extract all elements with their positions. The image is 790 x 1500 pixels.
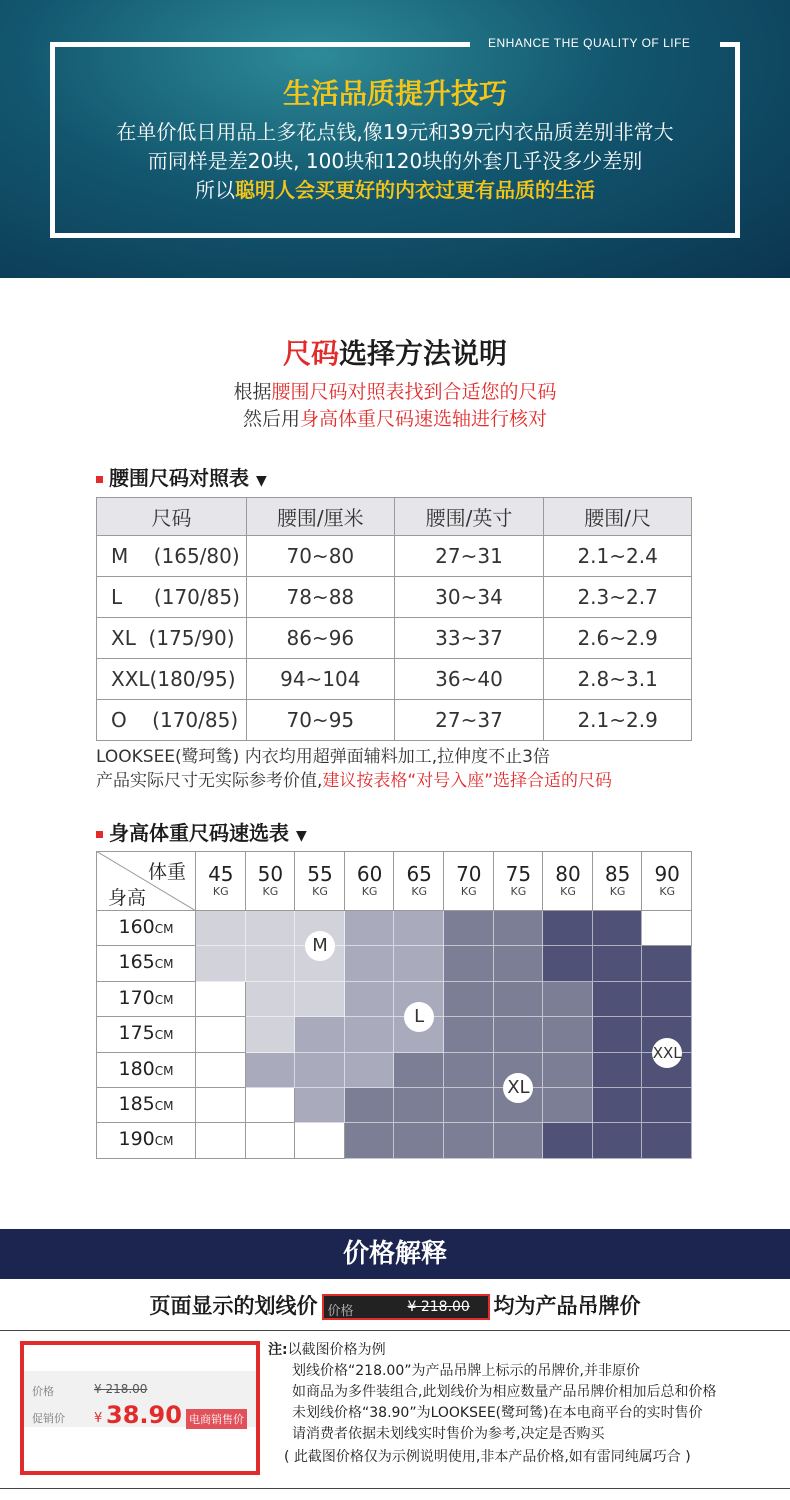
weight-label xyxy=(494,863,544,898)
size-cell-m xyxy=(246,982,296,1017)
weight-value: 55 xyxy=(307,862,333,886)
table-cell: 2.3~2.7 xyxy=(544,577,692,618)
table-row xyxy=(97,577,692,618)
weight-header-cell xyxy=(642,851,692,911)
size-cell-empty xyxy=(295,1123,345,1158)
height-header-cell xyxy=(96,1017,196,1052)
size-cell-xl xyxy=(543,1088,593,1123)
size-badge-xl: XL xyxy=(503,1073,533,1103)
height-value: 185 xyxy=(118,1093,155,1115)
banner-tagline: ENHANCE THE QUALITY OF LIFE xyxy=(488,36,691,50)
height-header-cell xyxy=(96,982,196,1017)
weight-unit: KG xyxy=(411,885,428,898)
table-cell: 70~80 xyxy=(246,536,394,577)
table-cell: XXL(180/95) xyxy=(97,659,247,700)
banner-line-3-highlight: 聪明人会买更好的内衣过更有品质的生活 xyxy=(235,178,595,202)
size-cell-xl xyxy=(494,946,544,981)
banner-frame-line xyxy=(720,42,740,47)
table-cell: 2.6~2.9 xyxy=(544,618,692,659)
size-method-sub-1-red: 腰围尺码对照表找到合适您的尺码 xyxy=(271,381,557,403)
size-cell-empty xyxy=(246,1123,296,1158)
weight-value: 85 xyxy=(604,862,631,886)
size-cell-l xyxy=(345,982,395,1017)
table-cell: 78~88 xyxy=(246,577,394,618)
weight-header-cell xyxy=(196,851,246,911)
price-screenshot-example xyxy=(20,1341,260,1475)
weight-label xyxy=(394,863,444,898)
size-cell-m xyxy=(246,911,296,946)
size-cell-xxl xyxy=(543,911,593,946)
size-cell-l xyxy=(246,1053,296,1088)
banner-frame-line xyxy=(50,42,470,47)
size-cell-xxl xyxy=(593,911,643,946)
expl-line-3: 未划线价格“38.90”为LOOKSEE(鹭珂鸶)在本电商平台的实时售价 xyxy=(292,1405,703,1421)
size-badge-m: M xyxy=(305,931,335,961)
expl-line-5: ( 此截图价格仅为示例说明使用,非本产品价格,如有雷同纯属巧合 ) xyxy=(284,1449,691,1465)
shot-price-label: 价格 xyxy=(32,1385,54,1398)
weight-label xyxy=(543,863,593,898)
weight-value: 80 xyxy=(555,862,581,886)
size-cell-xl xyxy=(444,1053,494,1088)
height-label xyxy=(96,1058,196,1080)
size-cell-empty xyxy=(196,1053,246,1088)
height-weight-chart xyxy=(96,851,692,1159)
height-label xyxy=(96,1128,196,1150)
size-cell-xxl xyxy=(593,1017,643,1052)
weight-value: 50 xyxy=(257,862,284,886)
size-cell-empty xyxy=(246,1088,296,1123)
table-header-cell: 尺码 xyxy=(97,498,247,536)
size-method-title xyxy=(0,332,790,372)
height-label xyxy=(96,987,196,1009)
size-cell-xl xyxy=(394,1088,444,1123)
size-cell-empty xyxy=(196,1017,246,1052)
table-cell: XL (175/90) xyxy=(97,618,247,659)
size-cell-xl xyxy=(345,1123,395,1158)
table-cell: 86~96 xyxy=(246,618,394,659)
waist-note-2-prefix: 产品实际尺寸无实际参考价值, xyxy=(96,771,323,791)
size-cell-xl xyxy=(543,1017,593,1052)
size-cell-l xyxy=(345,946,395,981)
weight-unit: KG xyxy=(510,885,527,898)
weight-unit: KG xyxy=(460,885,477,898)
size-cell-xxl xyxy=(543,946,593,981)
weight-label xyxy=(295,863,345,898)
divider xyxy=(0,1488,790,1489)
banner-line-2: 而同样是差20块, 100块和120块的外套几乎没多少差别 xyxy=(147,149,643,173)
table-header-cell: 腰围/厘米 xyxy=(246,498,394,536)
size-cell-l xyxy=(394,911,444,946)
weight-label xyxy=(196,863,246,898)
banner-line-3 xyxy=(0,174,790,203)
waist-table-heading xyxy=(96,462,267,491)
height-value: 160 xyxy=(118,916,155,938)
size-cell-xl xyxy=(494,1017,544,1052)
price-section-title: 价格解释 xyxy=(0,1229,790,1279)
size-cell-xl xyxy=(543,1053,593,1088)
height-header-cell xyxy=(96,946,196,981)
size-cell-empty xyxy=(196,1088,246,1123)
weight-label xyxy=(246,863,296,898)
weight-header-cell xyxy=(394,851,444,911)
triangle-down-icon: ▼ xyxy=(255,473,267,489)
table-cell: 94~104 xyxy=(246,659,394,700)
weight-unit: KG xyxy=(212,885,229,898)
size-cell-xl xyxy=(494,911,544,946)
size-cell-xl xyxy=(345,1088,395,1123)
weight-header-cell xyxy=(494,851,544,911)
table-cell: 36~40 xyxy=(394,659,544,700)
expl-line-2: 如商品为多件装组合,此划线价为相应数量产品吊牌价相加后总和价格 xyxy=(292,1384,717,1400)
weight-value: 60 xyxy=(356,862,383,886)
weight-header-cell xyxy=(444,851,494,911)
table-cell: 30~34 xyxy=(394,577,544,618)
height-label xyxy=(96,1093,196,1115)
weight-unit: KG xyxy=(361,885,378,898)
size-cell-m xyxy=(196,911,246,946)
size-cell-xl xyxy=(444,1088,494,1123)
height-header-cell xyxy=(96,1088,196,1123)
size-cell-l xyxy=(345,1053,395,1088)
weight-header-cell xyxy=(246,851,296,911)
size-cell-xl xyxy=(444,982,494,1017)
bullet-square-icon xyxy=(96,831,103,838)
table-cell: 2.8~3.1 xyxy=(544,659,692,700)
weight-header-cell xyxy=(543,851,593,911)
height-value: 170 xyxy=(118,986,155,1009)
table-cell: 2.1~2.4 xyxy=(544,536,692,577)
table-header-cell: 腰围/尺 xyxy=(544,498,692,536)
size-cell-l xyxy=(295,1053,345,1088)
weight-unit: KG xyxy=(609,885,626,898)
size-cell-xl xyxy=(543,982,593,1017)
weight-value: 70 xyxy=(456,862,482,886)
banner-line-1: 在单价低日用品上多花点钱,像19元和39元内衣品质差别非常大 xyxy=(116,120,674,144)
height-label xyxy=(96,916,196,938)
size-cell-xxl xyxy=(642,1123,692,1158)
size-cell-xl xyxy=(494,982,544,1017)
size-cell-xl xyxy=(394,1053,444,1088)
shot-promo-label: 促销价 xyxy=(32,1412,65,1425)
price-explanation xyxy=(268,1340,716,1468)
waist-note-2 xyxy=(96,766,612,791)
size-badge-xxl: XXL xyxy=(652,1038,682,1068)
weight-value: 45 xyxy=(208,862,234,886)
size-cell-l xyxy=(345,911,395,946)
table-cell: 27~37 xyxy=(394,700,544,741)
size-cell-xxl xyxy=(642,1088,692,1123)
weight-label xyxy=(345,863,395,898)
table-cell: L (170/85) xyxy=(97,577,247,618)
height-value: 190 xyxy=(118,1128,155,1151)
size-cell-xl xyxy=(394,1123,444,1158)
size-cell-m xyxy=(246,946,296,981)
weight-value: 65 xyxy=(406,862,432,886)
shot-list-price: ¥ 218.00 xyxy=(94,1382,148,1396)
size-cell-empty xyxy=(196,982,246,1017)
price-line xyxy=(0,1290,790,1320)
size-cell-xl xyxy=(444,911,494,946)
quality-banner xyxy=(0,0,790,278)
corner-height-label: 身高 xyxy=(108,887,147,909)
banner-line-3-prefix: 所以 xyxy=(195,178,235,202)
table-cell: 70~95 xyxy=(246,700,394,741)
size-cell-xxl xyxy=(593,1088,643,1123)
size-method-sub-2 xyxy=(0,404,790,431)
table-row xyxy=(97,659,692,700)
expl-line-4: 请消费者依据未划线实时售价为参考,决定是否购买 xyxy=(292,1426,605,1442)
weight-label xyxy=(642,863,692,898)
weight-label xyxy=(593,863,643,898)
weight-unit: KG xyxy=(262,885,279,898)
size-cell-empty xyxy=(642,911,692,946)
price-chip xyxy=(322,1294,490,1320)
size-method-title-red: 尺码 xyxy=(282,337,339,370)
expl-note-lead: 以截图价格为例 xyxy=(287,1342,386,1358)
shot-sale-tag: 电商销售价 xyxy=(186,1409,247,1429)
corner-weight-label: 体重 xyxy=(148,861,187,883)
price-chip-label: 价格 xyxy=(327,1304,354,1319)
triangle-down-icon: ▼ xyxy=(295,828,307,844)
expl-line-1: 划线价格“218.00”为产品吊牌上标示的吊牌价,并非原价 xyxy=(292,1363,640,1379)
size-cell-xxl xyxy=(543,1123,593,1158)
size-cell-empty xyxy=(196,1123,246,1158)
weight-unit: KG xyxy=(312,885,328,898)
size-cell-l xyxy=(345,1017,395,1052)
bullet-square-icon xyxy=(96,476,103,483)
size-method-sub-2-red: 身高体重尺码速选轴进行核对 xyxy=(300,408,548,430)
height-unit: CM xyxy=(154,1063,174,1078)
waist-table-heading-text: 腰围尺码对照表 xyxy=(109,466,249,490)
table-row xyxy=(97,618,692,659)
height-unit: CM xyxy=(154,992,174,1007)
height-value: 180 xyxy=(118,1057,155,1080)
height-value: 175 xyxy=(118,1022,155,1045)
price-chip-value: ¥ 218.00 xyxy=(407,1299,470,1315)
expl-title-line xyxy=(268,1340,716,1361)
height-label xyxy=(96,951,196,973)
height-label xyxy=(96,1022,196,1044)
size-cell-xl xyxy=(494,1123,544,1158)
height-unit: CM xyxy=(154,1028,174,1043)
table-cell: M (165/80) xyxy=(97,536,247,577)
height-unit: CM xyxy=(154,1134,174,1149)
shot-currency: ¥ xyxy=(94,1411,103,1426)
table-cell: 2.1~2.9 xyxy=(544,700,692,741)
height-unit: CM xyxy=(154,957,174,972)
table-cell: 27~31 xyxy=(394,536,544,577)
size-badge-l: L xyxy=(404,1002,434,1032)
size-cell-m xyxy=(246,1017,296,1052)
size-cell-l xyxy=(295,1017,345,1052)
table-header-row xyxy=(97,498,692,536)
size-cell-xxl xyxy=(593,1123,643,1158)
height-header-cell xyxy=(96,1053,196,1088)
table-cell: O (170/85) xyxy=(97,700,247,741)
height-unit: CM xyxy=(154,1099,174,1113)
size-cell-xxl xyxy=(642,982,692,1017)
weight-value: 75 xyxy=(505,862,532,886)
expl-note-title: 注: xyxy=(268,1342,288,1358)
size-method-sub-1-prefix: 根据 xyxy=(233,381,272,403)
height-unit: CM xyxy=(154,922,174,936)
size-method-title-rest: 选择方法说明 xyxy=(339,337,508,370)
hw-chart-heading-text: 身高体重尺码速选表 xyxy=(109,821,289,845)
height-header-cell xyxy=(96,911,196,946)
size-cell-xl xyxy=(444,1017,494,1052)
divider xyxy=(0,1330,790,1331)
size-cell-l xyxy=(295,1088,345,1123)
size-cell-xl xyxy=(444,946,494,981)
weight-header-cell xyxy=(295,851,345,911)
size-method-sub-2-prefix: 然后用 xyxy=(242,408,300,430)
height-value: 165 xyxy=(118,951,155,974)
size-cell-xxl xyxy=(593,946,643,981)
weight-label xyxy=(444,863,494,898)
size-cell-xl xyxy=(444,1123,494,1158)
weight-unit: KG xyxy=(659,885,676,898)
size-cell-l xyxy=(394,946,444,981)
table-header-cell: 腰围/英寸 xyxy=(394,498,544,536)
weight-header-cell xyxy=(345,851,395,911)
weight-header-cell xyxy=(593,851,643,911)
banner-title: 生活品质提升技巧 xyxy=(282,77,507,110)
table-row xyxy=(97,536,692,577)
hw-chart-heading xyxy=(96,817,307,846)
price-line-suffix: 均为产品吊牌价 xyxy=(493,1294,641,1318)
table-cell: 33~37 xyxy=(394,618,544,659)
size-cell-xxl xyxy=(593,982,643,1017)
size-method-sub-1 xyxy=(0,377,790,404)
size-cell-m xyxy=(295,982,345,1017)
waist-size-table xyxy=(96,497,692,741)
size-cell-m xyxy=(196,946,246,981)
height-header-cell xyxy=(96,1123,196,1158)
shot-promo-price: 38.90 xyxy=(106,1401,182,1429)
size-cell-xxl xyxy=(593,1053,643,1088)
weight-value: 90 xyxy=(654,862,680,886)
waist-note-2-red: 建议按表格“对号入座”选择合适的尺码 xyxy=(322,771,613,791)
price-line-prefix: 页面显示的划线价 xyxy=(149,1294,318,1318)
weight-unit: KG xyxy=(560,885,576,898)
waist-note-1: LOOKSEE(鹭珂鸶) 内衣均用超弹面辅料加工,拉伸度不止3倍 xyxy=(96,747,550,767)
table-row xyxy=(97,700,692,741)
size-cell-xxl xyxy=(642,946,692,981)
